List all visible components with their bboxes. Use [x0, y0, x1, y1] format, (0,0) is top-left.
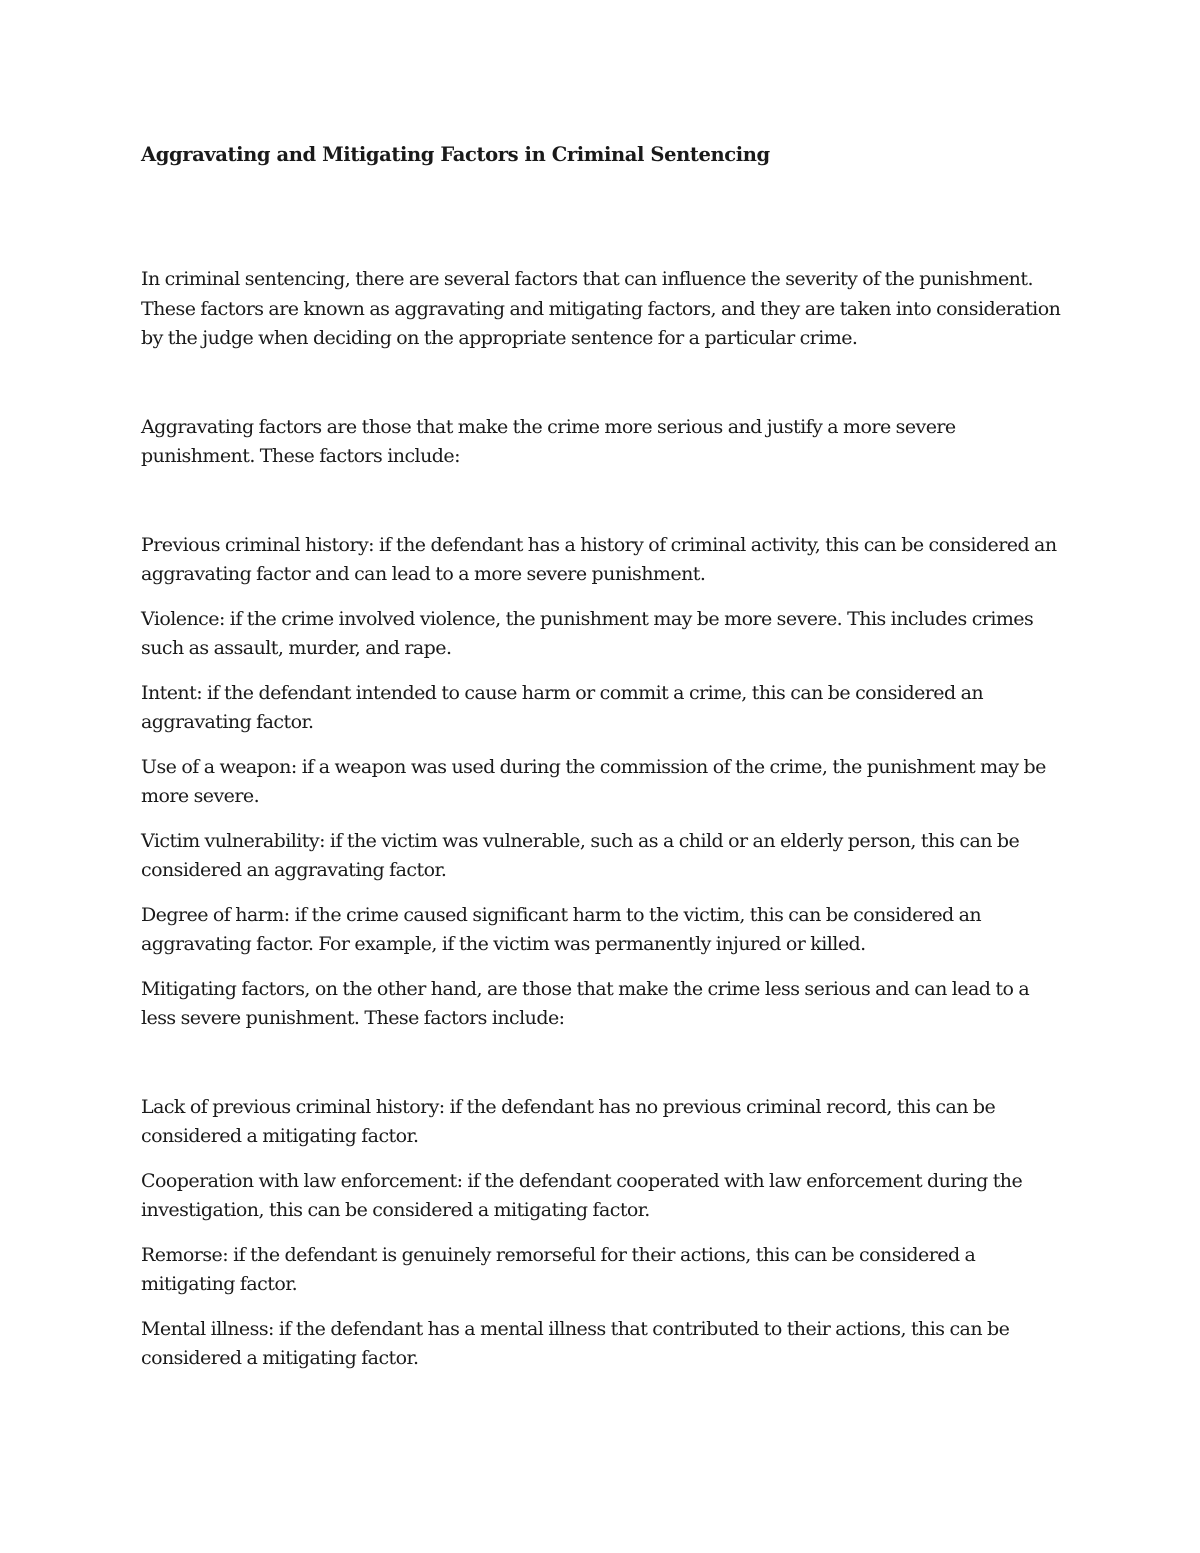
mitigating-item: Remorse: if the defendant is genuinely remorseful for their actions, this can be considered a mitigating factor. [141, 1243, 976, 1295]
aggravating-item: Previous criminal history: if the defendant has a history of criminal activity, this can be considered an aggravating factor and can lead to a more severe punishment. [141, 533, 1057, 585]
aggravating-item: Degree of harm: if the crime caused significant harm to the victim, this can be considered an aggravating factor. For example, if the victim was permanently injured or killed. [141, 903, 982, 955]
mitigating-item: Cooperation with law enforcement: if the defendant cooperated with law enforcement during the investigation, this can be considered a mitigating factor. [141, 1169, 1023, 1221]
aggravating-item: Violence: if the crime involved violence, the punishment may be more severe. This includes crimes such as assault, murder, and rape. [141, 607, 1034, 659]
aggravating-item: Intent: if the defendant intended to cause harm or commit a crime, this can be considered an aggravating factor. [141, 681, 984, 733]
aggravating-item: Victim vulnerability: if the victim was vulnerable, such as a child or an elderly person, this can be considered an aggravating factor. [141, 829, 1020, 881]
mitigating-item: Lack of previous criminal history: if the defendant has no previous criminal record, this can be considered a mitigating factor. [141, 1095, 996, 1147]
mitigating-item: Mental illness: if the defendant has a mental illness that contributed to their actions, this can be considered a mitigating factor. [141, 1317, 1010, 1369]
document-page [141, 140, 1066, 1374]
document-title: Aggravating and Mitigating Factors in Criminal Sentencing [141, 143, 770, 166]
mitigating-intro-paragraph: Mitigating factors, on the other hand, are those that make the crime less serious and can lead to a less severe punishment. These factors include: [141, 977, 1030, 1029]
aggravating-intro-paragraph: Aggravating factors are those that make the crime more serious and justify a more severe punishment. These factors include: [141, 415, 956, 467]
intro-paragraph: In criminal sentencing, there are several factors that can influence the severity of the punishment. These factors are known as aggravating and mitigating factors, and they are taken into consideration by the judge when deciding on the appropriate sentence for a particular crime. [141, 268, 1061, 349]
aggravating-item: Use of a weapon: if a weapon was used during the commission of the crime, the punishment may be more severe. [141, 755, 1046, 807]
